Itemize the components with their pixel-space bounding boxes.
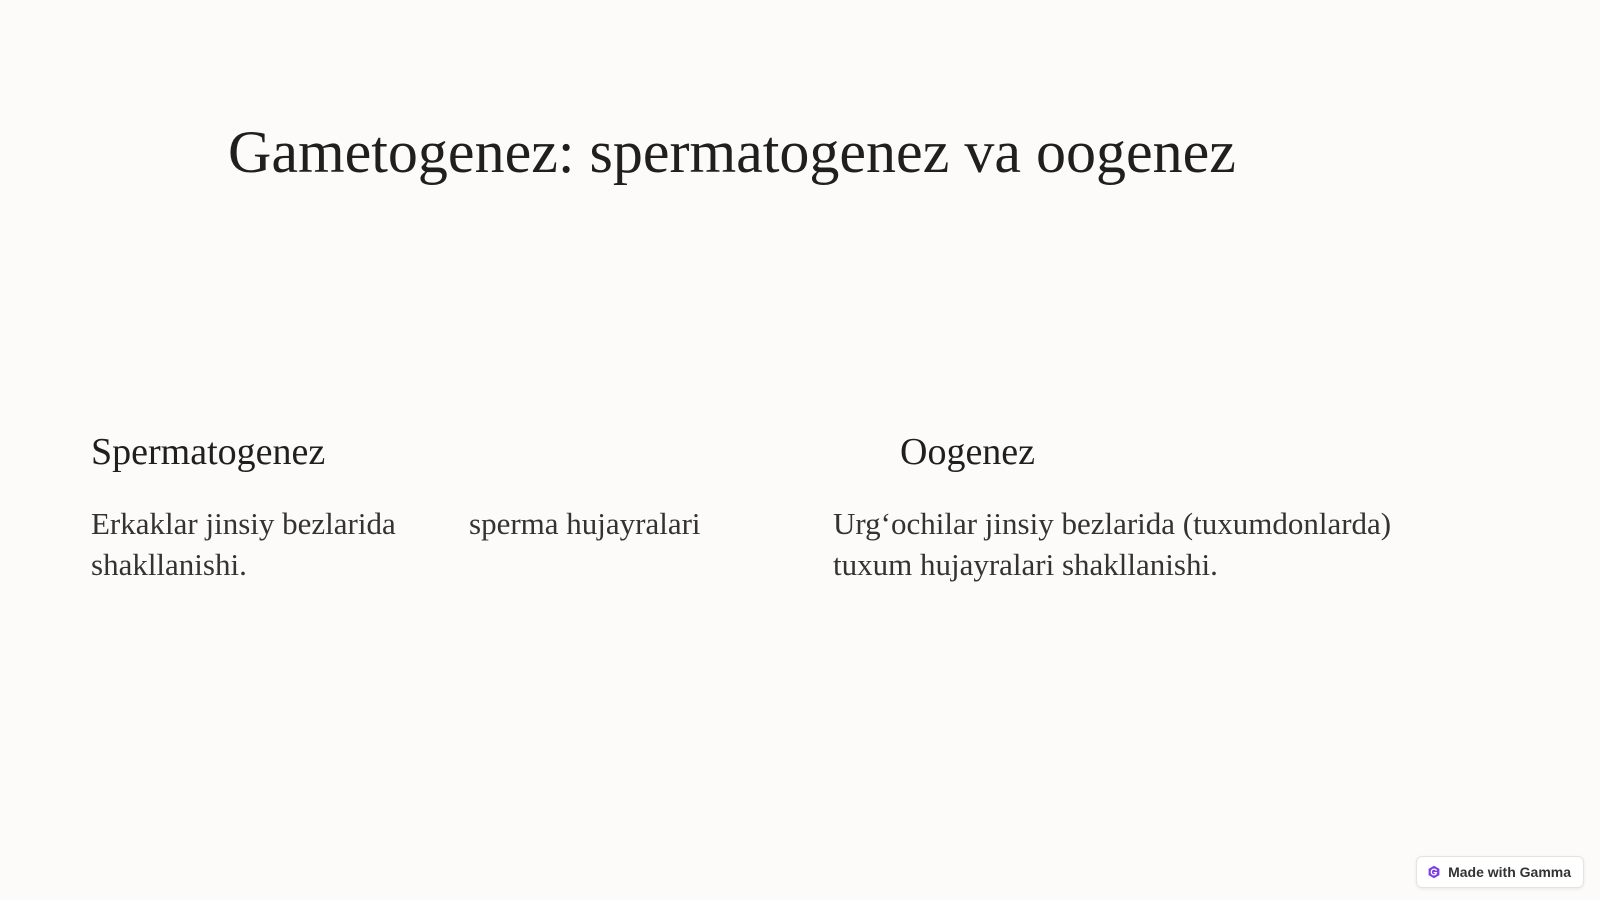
slide-title: Gametogenez: spermatogenez va oogenez: [228, 119, 1236, 185]
badge-label: Made with Gamma: [1448, 864, 1571, 880]
spermatogenez-text-line1: Erkaklar jinsiy bezlarida: [91, 506, 396, 541]
spermatogenez-text-line2: shakllanishi.: [91, 547, 247, 582]
oogenez-text: Urg‘ochilar jinsiy bezlarida (tuxumdonlarda) tuxum hujayralari shakllanishi.: [833, 506, 1392, 582]
spermatogenez-heading: Spermatogenez: [91, 431, 326, 473]
gamma-logo-icon: [1427, 865, 1441, 879]
spermatogenez-text-line1-tail: sperma hujayralari: [469, 506, 701, 541]
made-with-gamma-badge[interactable]: [1416, 856, 1584, 888]
oogenez-heading: Oogenez: [900, 431, 1036, 473]
